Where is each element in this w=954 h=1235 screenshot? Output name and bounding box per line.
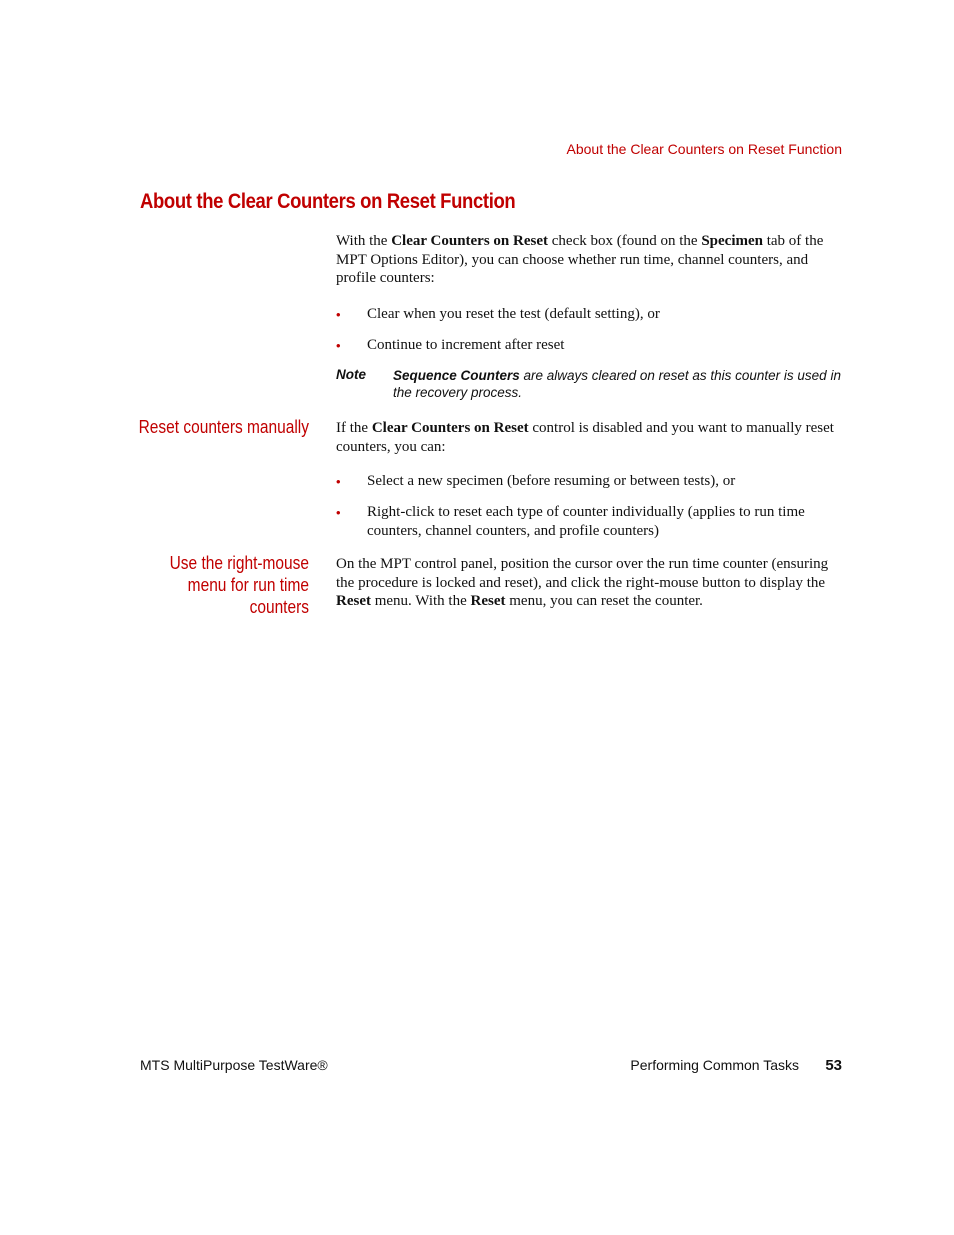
bullet-icon: • [336, 474, 341, 489]
side-heading-reset-manually: Reset counters manually [138, 417, 309, 437]
list-item: • Select a new specimen (before resuming or between tests), or [336, 473, 736, 489]
bullet-icon: • [336, 307, 341, 322]
section-title: About the Clear Counters on Reset Function [140, 190, 516, 213]
note-label: Note [336, 367, 366, 382]
list-item: • Right-click to reset each type of counter individually (applies to run time counters, channel counters, and profile counters) [336, 504, 805, 539]
reset-manual-paragraph: If the Clear Counters on Reset control is disabled and you want to manually reset counters, you can: [336, 420, 834, 455]
footer-product: MTS MultiPurpose TestWare® [140, 1057, 328, 1073]
list-item: • Clear when you reset the test (default setting), or [336, 306, 660, 322]
intro-paragraph: With the Clear Counters on Reset check box (found on the Specimen tab of the MPT Options Editor), you can choose whether run time, channel counters, and profile counters: [336, 233, 824, 286]
list-item: • Continue to increment after reset [336, 337, 565, 353]
bullet-icon: • [336, 338, 341, 353]
right-mouse-paragraph: On the MPT control panel, position the cursor over the run time counter (ensuring the procedure is locked and reset), and click the right-mouse button to display the Reset menu. With the Reset menu, you can reset the counter. [336, 556, 829, 609]
note-text: Sequence Counters are always cleared on reset as this counter is used in the recovery process. [393, 368, 841, 400]
bullet-icon: • [336, 505, 341, 520]
footer-chapter: Performing Common Tasks [630, 1057, 799, 1073]
side-heading-right-mouse: Use the right-mouse menu for run time counters [169, 553, 309, 617]
running-head: About the Clear Counters on Reset Function [566, 141, 842, 157]
page-number: 53 [825, 1057, 842, 1074]
